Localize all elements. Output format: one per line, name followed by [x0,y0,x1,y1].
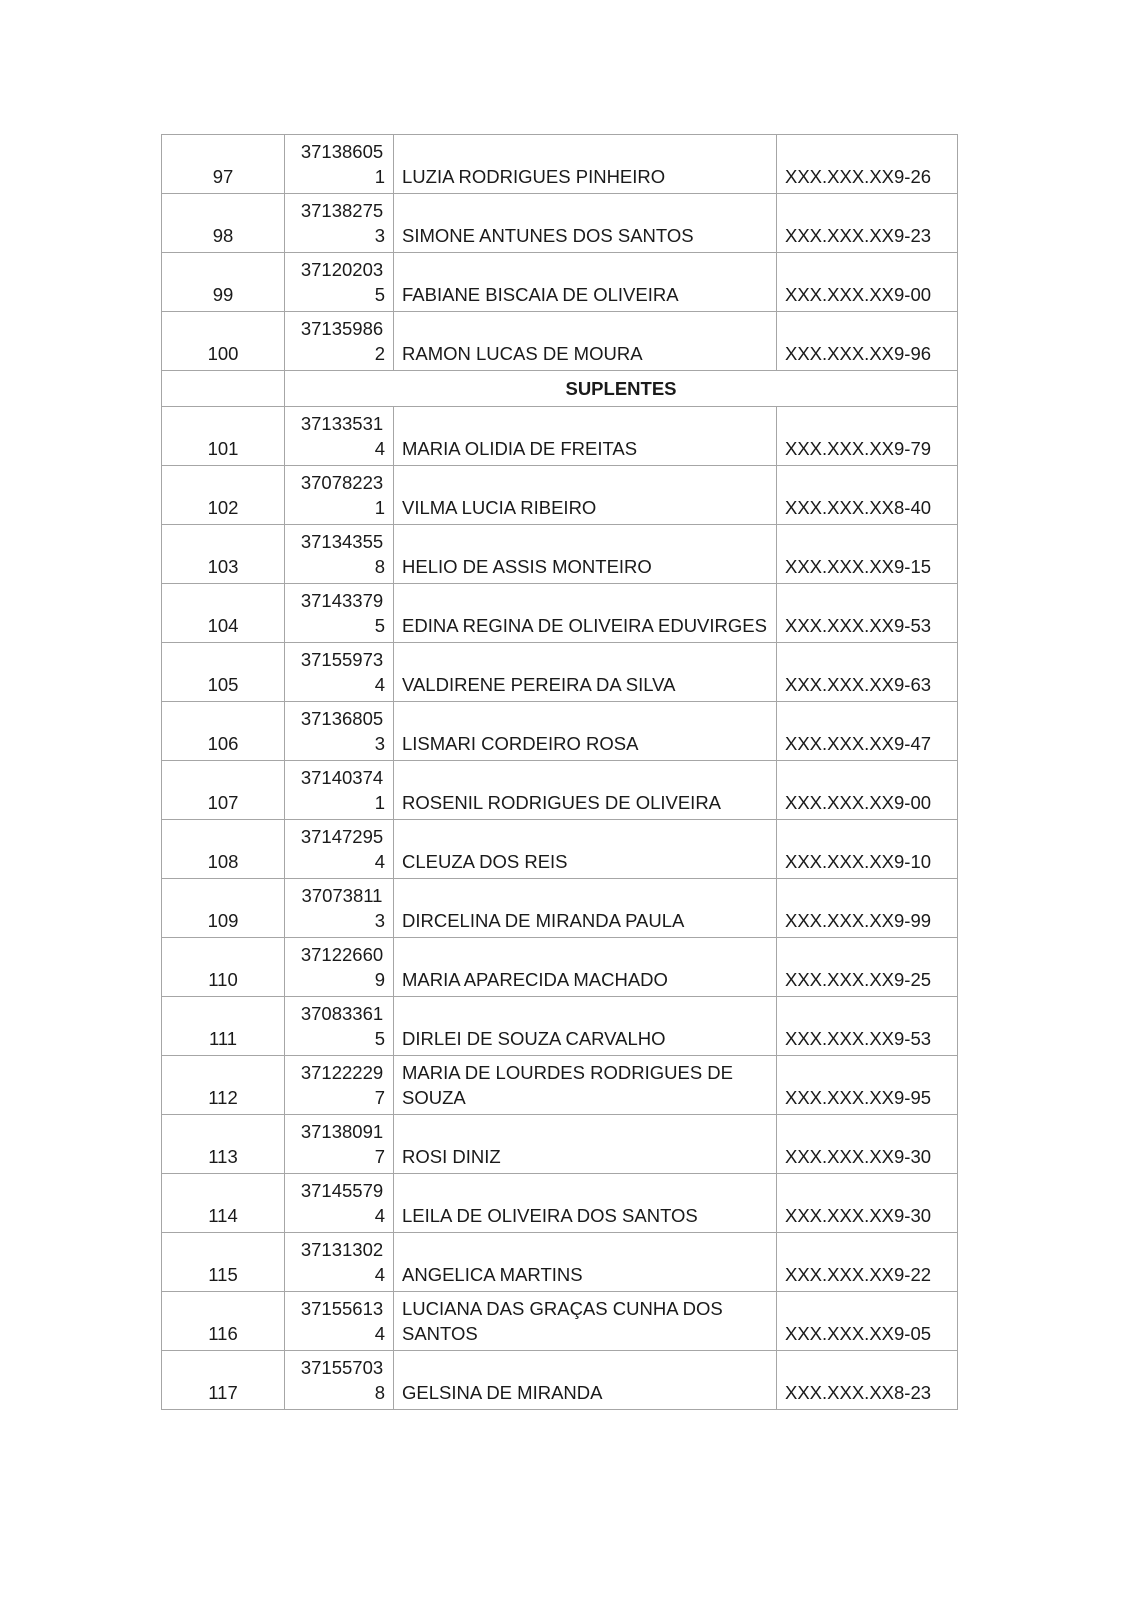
table-row [162,407,958,466]
table-row [162,466,958,525]
candidate-name [394,1351,777,1410]
table-row [162,253,958,312]
candidate-name-line: VALDIRENE PEREIRA DA SILVA [402,674,676,695]
table-row [162,997,958,1056]
registration-code [285,702,394,761]
masked-cpf: XXX.XXX.XX9-95 [777,1056,958,1115]
row-number: 100 [162,312,285,371]
candidate-name-line: DIRLEI DE SOUZA CARVALHO [402,1028,666,1049]
registration-code-line1: 37133531 [300,413,384,434]
masked-cpf: XXX.XXX.XX9-00 [777,253,958,312]
masked-cpf: XXX.XXX.XX8-40 [777,466,958,525]
registration-code [285,525,394,584]
candidate-name-line: ROSENIL RODRIGUES DE OLIVEIRA [402,792,722,813]
row-number: 117 [162,1351,285,1410]
registration-code-line2: 4 [374,438,385,459]
masked-cpf: XXX.XXX.XX9-96 [777,312,958,371]
candidate-name-line: HELIO DE ASSIS MONTEIRO [402,556,652,577]
registration-code [285,1115,394,1174]
registration-code-line2: 4 [374,851,385,872]
registration-code [285,820,394,879]
registration-code-line1: 37136805 [300,708,384,729]
candidate-name-line: FABIANE BISCAIA DE OLIVEIRA [402,284,679,305]
registration-code-line1: 37120203 [300,259,384,280]
candidate-name-line: LUZIA RODRIGUES PINHEIRO [402,166,666,187]
masked-cpf: XXX.XXX.XX9-47 [777,702,958,761]
registration-code-line2: 5 [374,284,385,305]
candidate-name-line: LISMARI CORDEIRO ROSA [402,733,639,754]
section-blank-cell [162,371,285,407]
candidate-name [394,1292,777,1351]
candidate-name-line: DIRCELINA DE MIRANDA PAULA [402,910,685,931]
table-row [162,761,958,820]
table-row [162,194,958,253]
row-number: 99 [162,253,285,312]
masked-cpf: XXX.XXX.XX9-00 [777,761,958,820]
registration-code [285,312,394,371]
registration-code [285,1233,394,1292]
row-number: 113 [162,1115,285,1174]
registration-code-line1: 37138275 [300,200,384,221]
registration-code-line2: 3 [374,733,385,754]
registration-code [285,761,394,820]
registration-code-line1: 37138605 [300,141,384,162]
candidate-name [394,525,777,584]
registration-code [285,938,394,997]
registration-code-line1: 37145579 [300,1180,384,1201]
candidate-table [161,134,958,1410]
registration-code [285,1174,394,1233]
table-row [162,1292,958,1351]
row-number: 103 [162,525,285,584]
registration-code-line1: 37131302 [300,1239,384,1260]
table-row [162,702,958,761]
masked-cpf: XXX.XXX.XX9-26 [777,135,958,194]
registration-code [285,584,394,643]
registration-code [285,466,394,525]
registration-code-line2: 1 [374,497,385,518]
candidate-name-line: SANTOS [402,1323,478,1344]
registration-code-line1: 37140374 [300,767,384,788]
registration-code-line2: 7 [374,1146,385,1167]
candidate-name-line1: MARIA DE LOURDES RODRIGUES DE [402,1062,734,1083]
registration-code-line1: 37073811 [301,885,383,906]
section-header-row [162,371,958,407]
candidate-name-line: GELSINA DE MIRANDA [402,1382,603,1403]
row-number: 105 [162,643,285,702]
registration-code-line1: 37135986 [300,318,384,339]
masked-cpf: XXX.XXX.XX9-23 [777,194,958,253]
registration-code-line2: 4 [374,1323,385,1344]
table-row [162,820,958,879]
candidate-name [394,879,777,938]
registration-code-line2: 2 [374,343,385,364]
candidate-name-line: LEILA DE OLIVEIRA DOS SANTOS [402,1205,698,1226]
registration-code-line1: 37138091 [300,1121,384,1142]
registration-code-line2: 8 [374,1382,385,1403]
candidate-name [394,820,777,879]
table-row [162,1174,958,1233]
candidate-name-line: EDINA REGINA DE OLIVEIRA EDUVIRGES [402,615,767,636]
row-number: 109 [162,879,285,938]
registration-code-line1: 37122660 [300,944,384,965]
candidate-name [394,584,777,643]
row-number: 115 [162,1233,285,1292]
candidate-name-line: VILMA LUCIA RIBEIRO [402,497,597,518]
row-number: 107 [162,761,285,820]
candidate-name-line: CLEUZA DOS REIS [402,851,568,872]
registration-code-line2: 9 [374,969,385,990]
candidate-name-line: MARIA APARECIDA MACHADO [402,969,668,990]
registration-code-line2: 3 [374,225,385,246]
candidate-name-line: ANGELICA MARTINS [402,1264,583,1285]
table-row [162,584,958,643]
registration-code-line1: 37155973 [300,649,384,670]
registration-code-line2: 8 [374,556,385,577]
masked-cpf: XXX.XXX.XX9-79 [777,407,958,466]
registration-code-line2: 4 [374,1264,385,1285]
registration-code-line1: 37155613 [300,1298,384,1319]
candidate-name [394,135,777,194]
table-row [162,525,958,584]
registration-code [285,135,394,194]
candidate-name [394,312,777,371]
candidate-name-line1: LUCIANA DAS GRAÇAS CUNHA DOS [402,1298,723,1319]
registration-code [285,879,394,938]
masked-cpf: XXX.XXX.XX9-22 [777,1233,958,1292]
row-number: 98 [162,194,285,253]
row-number: 97 [162,135,285,194]
masked-cpf: XXX.XXX.XX9-30 [777,1174,958,1233]
masked-cpf: XXX.XXX.XX9-53 [777,584,958,643]
registration-code-line1: 37155703 [300,1357,384,1378]
candidate-name [394,938,777,997]
masked-cpf: XXX.XXX.XX9-99 [777,879,958,938]
candidate-name [394,466,777,525]
candidate-name [394,1056,777,1115]
masked-cpf: XXX.XXX.XX9-53 [777,997,958,1056]
candidate-name-line: MARIA OLIDIA DE FREITAS [402,438,638,459]
registration-code [285,1292,394,1351]
masked-cpf: XXX.XXX.XX8-23 [777,1351,958,1410]
registration-code-line2: 4 [374,1205,385,1226]
row-number: 106 [162,702,285,761]
registration-code-line1: 37078223 [300,472,384,493]
registration-code [285,253,394,312]
row-number: 108 [162,820,285,879]
table-row [162,1115,958,1174]
registration-code-line1: 37143379 [300,590,384,611]
masked-cpf: XXX.XXX.XX9-63 [777,643,958,702]
registration-code-line2: 1 [374,792,385,813]
registration-code [285,997,394,1056]
table-row [162,1351,958,1410]
registration-code [285,407,394,466]
registration-code-line2: 7 [374,1087,385,1108]
registration-code [285,1056,394,1115]
candidate-name [394,761,777,820]
row-number: 102 [162,466,285,525]
row-number: 116 [162,1292,285,1351]
candidate-name [394,702,777,761]
candidate-name-line: RAMON LUCAS DE MOURA [402,343,643,364]
table-row [162,938,958,997]
registration-code-line1: 37147295 [300,826,384,847]
row-number: 112 [162,1056,285,1115]
registration-code [285,194,394,253]
registration-code-line2: 3 [374,910,385,931]
row-number: 101 [162,407,285,466]
table-row [162,643,958,702]
candidate-name [394,407,777,466]
masked-cpf: XXX.XXX.XX9-15 [777,525,958,584]
candidate-name [394,194,777,253]
section-title: SUPLENTES [285,371,958,407]
row-number: 104 [162,584,285,643]
candidate-name [394,1174,777,1233]
candidate-name-line: SIMONE ANTUNES DOS SANTOS [402,225,694,246]
table-row [162,1056,958,1115]
registration-code [285,1351,394,1410]
candidate-name [394,643,777,702]
row-number: 110 [162,938,285,997]
registration-code-line1: 37083361 [300,1003,384,1024]
row-number: 114 [162,1174,285,1233]
candidate-name [394,253,777,312]
table-row [162,135,958,194]
registration-code-line1: 37122229 [300,1062,384,1083]
registration-code-line1: 37134355 [300,531,384,552]
masked-cpf: XXX.XXX.XX9-30 [777,1115,958,1174]
candidate-name-line: SOUZA [402,1087,466,1108]
registration-code-line2: 5 [374,1028,385,1049]
candidate-table-body [162,135,958,1410]
candidate-name-line: ROSI DINIZ [402,1146,501,1167]
table-row [162,312,958,371]
masked-cpf: XXX.XXX.XX9-05 [777,1292,958,1351]
registration-code-line2: 5 [374,615,385,636]
candidate-name [394,1115,777,1174]
registration-code-line2: 4 [374,674,385,695]
registration-code [285,643,394,702]
registration-code-line2: 1 [374,166,385,187]
table-row [162,1233,958,1292]
table-row [162,879,958,938]
masked-cpf: XXX.XXX.XX9-10 [777,820,958,879]
row-number: 111 [162,997,285,1056]
candidate-name [394,997,777,1056]
candidate-name [394,1233,777,1292]
masked-cpf: XXX.XXX.XX9-25 [777,938,958,997]
